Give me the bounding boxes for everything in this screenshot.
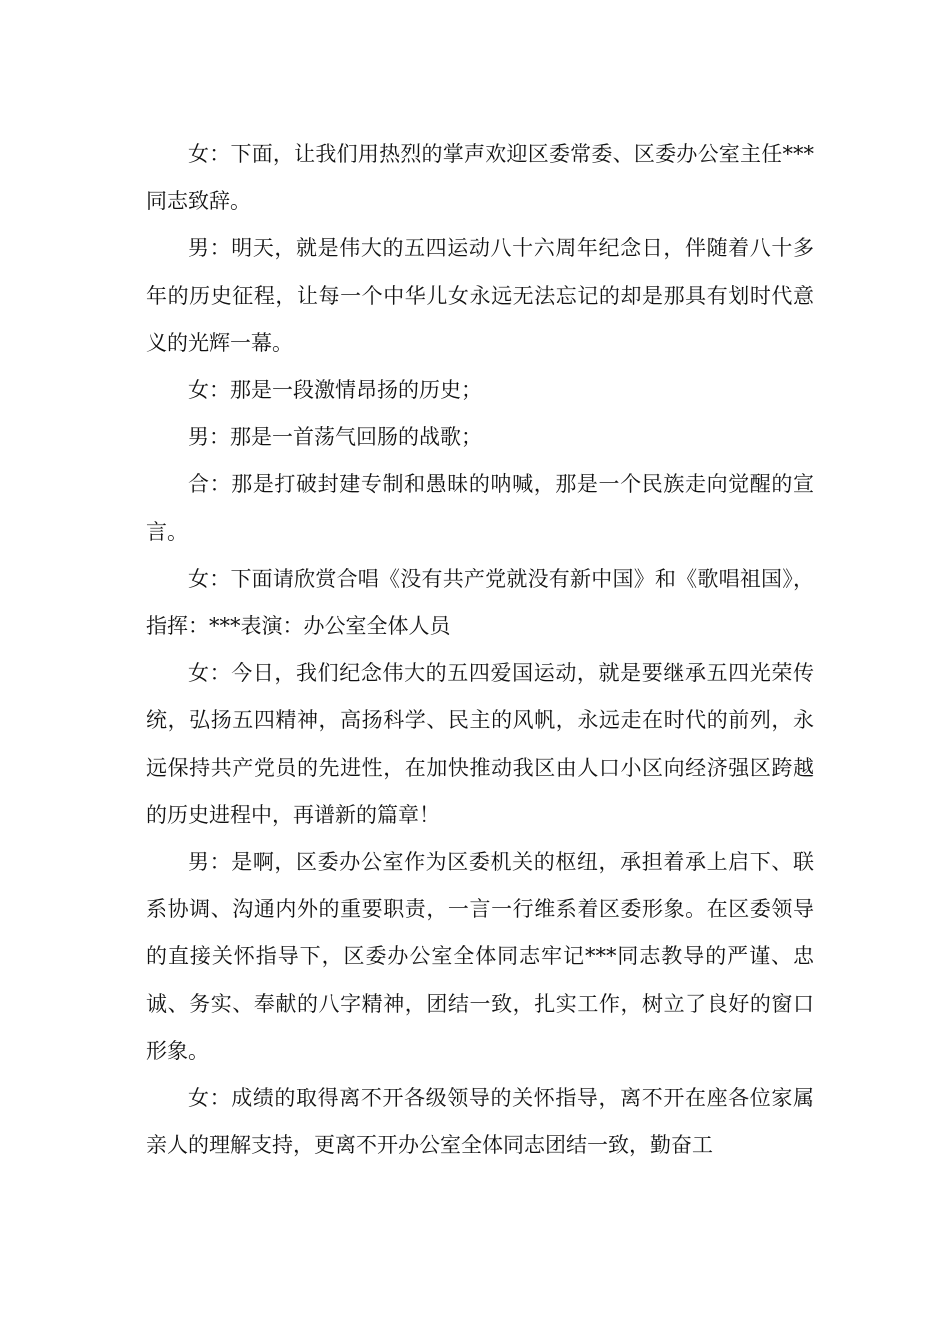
paragraph-host-female-history: 女：那是一段激情昂扬的历史； <box>188 378 482 403</box>
paragraph-host-male-anniversary: 男：明天，就是伟大的五四运动八十六周年纪念日，伴随着八十多年的历史征程，让每一个中华儿女永远无法忘记的却是那具有划时代意义的光辉一幕。 <box>146 236 814 355</box>
paragraph-host-female-intro: 女：下面，让我们用热烈的掌声欢迎区委常委、区委办公室主任***同志致辞。 <box>146 142 814 214</box>
paragraph-host-female-achievement: 女：成绩的取得离不开各级领导的关怀指导，离不开在座各位家属亲人的理解支持，更离不开办公室全体同志团结一致，勤奋工 <box>146 1086 814 1158</box>
paragraph-host-male-office: 男：是啊，区委办公室作为区委机关的枢纽，承担着承上启下、联系协调、沟通内外的重要职责，一言一行维系着区委形象。在区委领导的直接关怀指导下，区委办公室全体同志牢记***同志教导的严谨、忠诚、务实、奉献的八字精神，团结一致，扎实工作，树立了良好的窗口形象。 <box>146 850 814 1063</box>
paragraph-host-female-performance: 女：下面请欣赏合唱《没有共产党就没有新中国》和《歌唱祖国》，指挥：***表演：办公室全体人员 <box>146 566 814 639</box>
document-body <box>146 131 814 1169</box>
paragraph-hosts-together: 合：那是打破封建专制和愚昧的呐喊，那是一个民族走向觉醒的宣言。 <box>146 472 814 544</box>
paragraph-host-male-song: 男：那是一首荡气回肠的战歌； <box>188 425 482 450</box>
paragraph-host-female-commemoration: 女：今日，我们纪念伟大的五四爱国运动，就是要继承五四光荣传统，弘扬五四精神，高扬科学、民主的风帆，永远走在时代的前列，永远保持共产党员的先进性，在加快推动我区由人口小区向经济强区跨越的历史进程中，再谱新的篇章！ <box>146 661 814 827</box>
